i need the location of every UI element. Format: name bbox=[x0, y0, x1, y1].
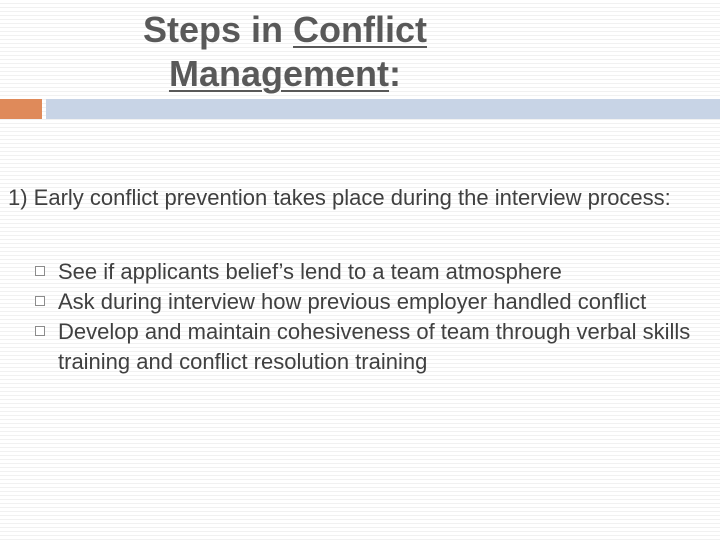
bullet-text: Develop and maintain cohesiveness of team through verbal skills training and conflict resolution training bbox=[58, 319, 691, 374]
accent-bar-blue bbox=[46, 99, 720, 119]
title-prefix: Steps in bbox=[142, 9, 294, 50]
bullet-text: Ask during interview how previous employer handled conflict bbox=[58, 289, 647, 314]
box-bullet-icon bbox=[35, 326, 45, 336]
step-paragraph: 1) Early conflict prevention takes place during the interview process: bbox=[8, 185, 671, 210]
slide-title bbox=[100, 8, 470, 96]
bullet-text: See if applicants belief’s lend to a team atmosphere bbox=[58, 259, 562, 284]
title-word-conflict: Conflict bbox=[293, 9, 427, 50]
slide-body bbox=[8, 183, 708, 377]
bullet-list bbox=[8, 257, 708, 377]
title-word-management: Management bbox=[168, 53, 390, 94]
box-bullet-icon bbox=[35, 266, 45, 276]
bullet-item bbox=[8, 287, 708, 317]
accent-bar-orange bbox=[0, 99, 42, 119]
box-bullet-icon bbox=[35, 296, 45, 306]
title-suffix: : bbox=[389, 53, 402, 94]
bullet-item bbox=[8, 317, 708, 377]
bullet-item bbox=[8, 257, 708, 287]
